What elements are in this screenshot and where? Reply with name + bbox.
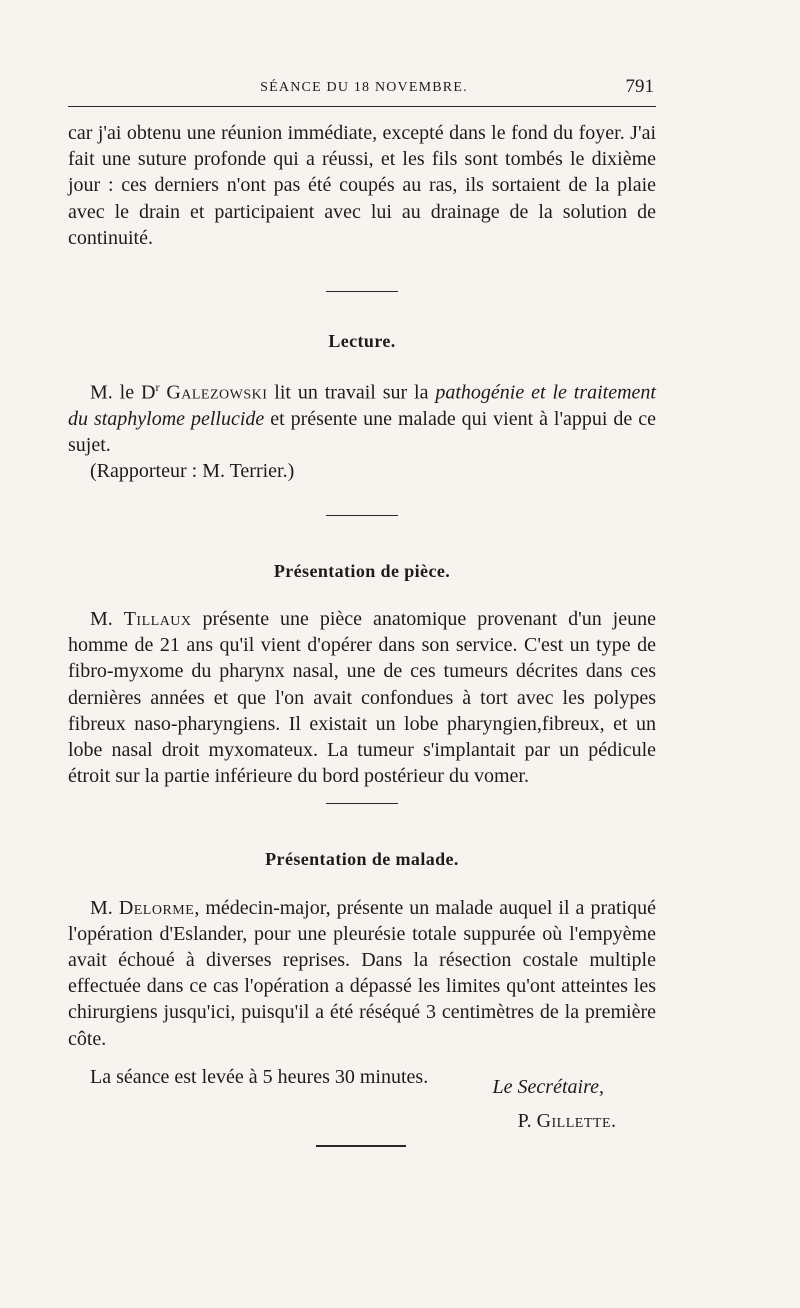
end-rule bbox=[316, 1145, 406, 1147]
section-separator bbox=[326, 803, 398, 804]
secretary-name: Gillette bbox=[536, 1110, 611, 1132]
signature-name bbox=[68, 1110, 656, 1133]
piece-prefix: M. bbox=[90, 607, 124, 630]
malade-paragraph bbox=[68, 895, 656, 1052]
heading-malade: Présentation de malade. bbox=[265, 849, 459, 870]
author-delorme: Delorme bbox=[118, 896, 195, 919]
piece-text: présente une pièce anatomique provenant d'un jeune homme de 21 ans qu'il vient d'opérer dans son service. C'est un type de fibro-myxome du pharynx nasal, une de ces tumeurs décrites dans ces dernières années et que l'on avait confondues à tort avec les polypes fibreux naso-pharyngiens. Il existait un lobe pharyngien,fibreux, et un lobe nasal droit myxomateux. La tumeur s'implantait par un pédicule étroit sur la partie inférieure du bord postérieur du vomer. bbox=[68, 607, 656, 788]
lecture-paragraph bbox=[68, 374, 656, 458]
lecture-mid: lit un travail sur la bbox=[267, 381, 436, 404]
running-head bbox=[68, 74, 660, 104]
section-separator bbox=[326, 291, 398, 292]
name-prefix: P. bbox=[517, 1110, 537, 1132]
lecture-suffix: et présente une malade qui vient à l'appui de ce sujet. bbox=[68, 408, 656, 457]
body-text bbox=[68, 120, 656, 1090]
continued-paragraph: car j'ai obtenu une réunion immédiate, excepté dans le fond du foyer. J'ai fait une suture profonde qui a réussi, et les fils sont tombés le dixième jour : ces derniers n'ont pas été coupés au ras, ils sortaient de la plaie avec le drain et participaient avec lui au drainage de la solution de continuité. bbox=[68, 122, 656, 249]
rapporteur-line: (Rapporteur : M. Terrier.) bbox=[90, 460, 295, 483]
closing-line: La séance est levée à 5 heures 30 minutes. bbox=[90, 1065, 429, 1088]
secretary-title: Le Secrétaire, bbox=[492, 1076, 604, 1098]
author-galezowski: Galezowski bbox=[166, 381, 268, 404]
author-tillaux: Tillaux bbox=[123, 607, 192, 630]
piece-paragraph bbox=[68, 606, 656, 789]
malade-prefix: M. bbox=[90, 896, 119, 919]
malade-text: , médecin-major, présente un malade auquel il a pratiqué l'opération d'Eslander, pour une pleurésie totale suppurée où l'empyème avait échoué à diverses reprises. Dans la résection costale multiple effectuée dans ce cas l'opération a dépassé les limites qu'ont atteintes les chirurgiens jusqu'ici, puisqu'il a été réséqué 3 centimètres de la première côte. bbox=[68, 896, 656, 1050]
header-rule bbox=[68, 106, 656, 107]
heading-piece: Présentation de pièce. bbox=[273, 560, 451, 581]
page-number: 791 bbox=[625, 76, 654, 97]
signature-title bbox=[68, 1076, 656, 1099]
running-title: SÉANCE DU 18 NOVEMBRE. bbox=[260, 80, 468, 95]
heading-lecture: Lecture. bbox=[328, 331, 396, 352]
section-separator bbox=[326, 515, 398, 516]
lecture-prefix: M. le D bbox=[90, 381, 156, 404]
name-suffix: . bbox=[611, 1110, 616, 1132]
lecture-sup: r bbox=[155, 380, 160, 395]
lecture-work-title: pathogénie et le traitement du staphylome pellucide bbox=[68, 381, 656, 431]
